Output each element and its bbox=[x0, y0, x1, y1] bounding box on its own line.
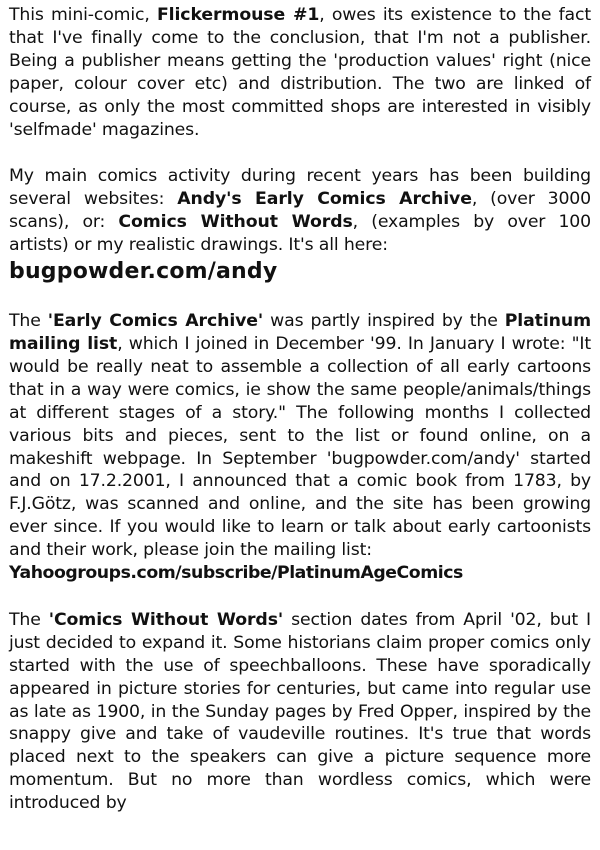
text-run: This mini-comic, bbox=[9, 5, 157, 25]
comic-title: Flickermouse #1 bbox=[156, 5, 320, 25]
text-run: , owes its existence to the fact that I've finally come to the conclusion, that I'm not a publisher. Being a publisher means getting the 'production values' right (nice paper, colour cover etc) and distribution. The two are linked of course, as only the most committed shops are interested in visibly 'selfmade' magazines. bbox=[9, 5, 591, 140]
archive-name: Andy's Early Comics Archive bbox=[177, 189, 472, 210]
article-body bbox=[9, 4, 591, 839]
archive-paragraph bbox=[9, 310, 591, 585]
mailing-list-url: Yahoogroups.com/subscribe/PlatinumAgeComics bbox=[9, 563, 463, 584]
websites-paragraph bbox=[9, 165, 591, 286]
text-run: , (over 3000 scans), or: bbox=[9, 189, 591, 233]
text-run: , which I joined in December '99. In January I wrote: "It would be really neat to assemble a collection of all early cartoons that in a way were comics, ie show the same people/animals/things at different stages of a story." The following months I collected various bits and pieces, sent to the list or found online, on a makeshift webpage. In September 'bugpowder.com/andy' started and on 17.2.2001, I announced that a comic book from 1783, by F.J.Götz, was scanned and online, and the site has been growing ever since. If you would like to learn or talk about early cartoonists and their work, please join the mailing list: bbox=[9, 333, 592, 561]
cww-paragraph bbox=[9, 609, 591, 815]
archive-section-name: 'Early Comics Archive' bbox=[47, 311, 264, 332]
cww-name: Comics Without Words bbox=[118, 212, 353, 233]
text-run: was partly inspired by the bbox=[263, 311, 505, 332]
text-run: The bbox=[9, 609, 49, 630]
website-url: bugpowder.com/andy bbox=[9, 259, 278, 285]
text-run: section dates from April '02, but I just decided to expand it. Some historians claim proper comics only started with the use of speechballoons. These have sporadically appeared in picture stories for centuries, but came into regular use as late as 1900, in the Sunday pages by Fred Opper, inspired by the snappy give and take of vaudeville routines. It's true that words placed next to the speakers can give a picture sequence more momentum. But no more than wordless comics, which were introduced by bbox=[9, 609, 591, 814]
text-run: My main comics activity during recent years has been building several websites: bbox=[9, 166, 591, 210]
mailing-list-name: Platinum mailing list bbox=[9, 311, 591, 354]
text-run: , (examples by over 100 artists) or my realistic drawings. It's all here: bbox=[9, 212, 591, 256]
cww-section-name: 'Comics Without Words' bbox=[48, 609, 284, 630]
text-run: The bbox=[9, 311, 48, 332]
intro-paragraph bbox=[9, 4, 591, 141]
